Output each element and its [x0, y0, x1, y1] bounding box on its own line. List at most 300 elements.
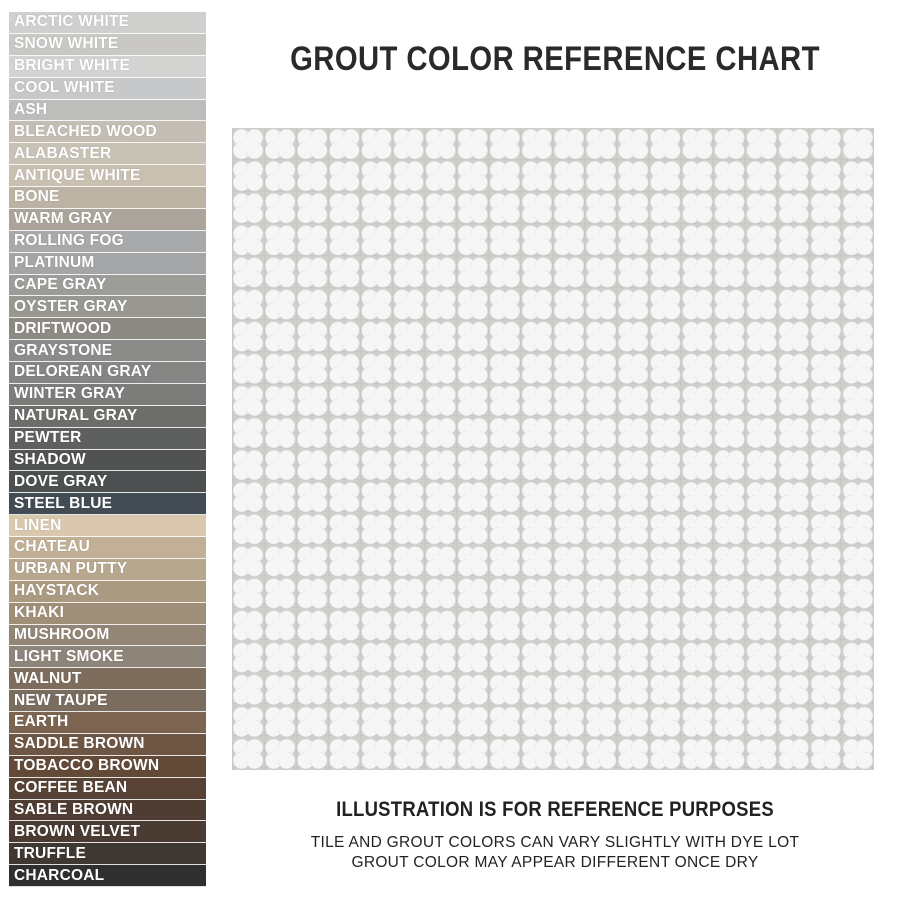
mosaic-tile — [394, 514, 424, 544]
mosaic-tile — [651, 258, 681, 288]
mosaic-tile — [618, 643, 648, 673]
mosaic-tile — [394, 290, 424, 320]
grout-swatch-shadow: SHADOW — [9, 450, 206, 472]
mosaic-tile — [683, 322, 713, 352]
mosaic-tile — [265, 354, 295, 384]
mosaic-tile — [586, 354, 616, 384]
mosaic-tile — [233, 322, 263, 352]
grout-swatch-khaki: KHAKI — [9, 603, 206, 625]
grout-swatch-urban-putty: URBAN PUTTY — [9, 559, 206, 581]
grout-swatch-cool-white: COOL WHITE — [9, 78, 206, 100]
mosaic-tile — [362, 322, 392, 352]
mosaic-tile — [683, 258, 713, 288]
mosaic-tile — [330, 354, 360, 384]
mosaic-tile — [297, 514, 327, 544]
mosaic-tile — [811, 482, 841, 512]
mosaic-tile — [683, 226, 713, 256]
mosaic-tile — [458, 514, 488, 544]
grout-swatch-light-smoke: LIGHT SMOKE — [9, 646, 206, 668]
mosaic-tile — [394, 675, 424, 705]
mosaic-tile — [715, 258, 745, 288]
mosaic-tile — [554, 675, 584, 705]
mosaic-tile — [233, 482, 263, 512]
mosaic-tile — [330, 450, 360, 480]
mosaic-tile — [362, 418, 392, 448]
grout-swatch-truffle: TRUFFLE — [9, 843, 206, 865]
mosaic-tile — [586, 322, 616, 352]
grout-swatch-arctic-white: ARCTIC WHITE — [9, 12, 206, 34]
mosaic-tile — [779, 707, 809, 737]
mosaic-tile — [554, 226, 584, 256]
mosaic-tile — [265, 226, 295, 256]
mosaic-tile — [651, 739, 681, 769]
mosaic-tile — [586, 450, 616, 480]
mosaic-tile — [362, 707, 392, 737]
mosaic-tile — [330, 514, 360, 544]
mosaic-tile — [843, 739, 873, 769]
page-title: GROUT COLOR REFERENCE CHART — [290, 40, 820, 78]
mosaic-tile — [779, 193, 809, 223]
mosaic-tile — [426, 193, 456, 223]
mosaic-tile — [490, 514, 520, 544]
mosaic-tile — [394, 450, 424, 480]
mosaic-tile — [490, 386, 520, 416]
mosaic-tile — [297, 579, 327, 609]
mosaic-tile — [522, 226, 552, 256]
grout-swatch-sable-brown: SABLE BROWN — [9, 800, 206, 822]
mosaic-tile — [843, 290, 873, 320]
mosaic-tile — [779, 675, 809, 705]
mosaic-tile — [330, 386, 360, 416]
mosaic-tile — [618, 129, 648, 159]
mosaic-tile — [458, 258, 488, 288]
mosaic-tile — [522, 643, 552, 673]
grout-swatch-ash: ASH — [9, 100, 206, 122]
mosaic-tile — [458, 322, 488, 352]
mosaic-tile — [426, 450, 456, 480]
mosaic-tile — [586, 514, 616, 544]
mosaic-tile — [811, 322, 841, 352]
mosaic-tile — [330, 707, 360, 737]
mosaic-tile — [522, 611, 552, 641]
mosaic-tile — [779, 386, 809, 416]
mosaic-tile — [522, 290, 552, 320]
mosaic-tile — [490, 450, 520, 480]
mosaic-tile — [330, 547, 360, 577]
mosaic-tile — [297, 707, 327, 737]
grout-swatch-walnut: WALNUT — [9, 668, 206, 690]
mosaic-tile — [811, 386, 841, 416]
mosaic-tile — [843, 386, 873, 416]
mosaic-tile — [747, 386, 777, 416]
mosaic-tile — [426, 739, 456, 769]
mosaic-tile — [554, 322, 584, 352]
mosaic-tile — [554, 579, 584, 609]
mosaic-tile — [651, 354, 681, 384]
mosaic-tile — [715, 386, 745, 416]
mosaic-tile — [233, 354, 263, 384]
mosaic-tile — [811, 161, 841, 191]
mosaic-tile — [779, 739, 809, 769]
mosaic-tile — [747, 354, 777, 384]
mosaic-tile — [522, 193, 552, 223]
mosaic-tile — [586, 129, 616, 159]
mosaic-tile — [811, 450, 841, 480]
mosaic-tile — [362, 514, 392, 544]
mosaic-tile — [330, 611, 360, 641]
mosaic-tile — [651, 707, 681, 737]
mosaic-tile — [265, 258, 295, 288]
mosaic-tile — [394, 707, 424, 737]
grout-swatch-bright-white: BRIGHT WHITE — [9, 56, 206, 78]
mosaic-tile — [554, 482, 584, 512]
grout-swatch-driftwood: DRIFTWOOD — [9, 318, 206, 340]
mosaic-tile — [651, 482, 681, 512]
mosaic-tile — [233, 547, 263, 577]
grout-swatch-warm-gray: WARM GRAY — [9, 209, 206, 231]
mosaic-tile — [297, 450, 327, 480]
mosaic-tile — [233, 418, 263, 448]
mosaic-tile — [715, 322, 745, 352]
reference-note-line-dry: GROUT COLOR MAY APPEAR DIFFERENT ONCE DRY — [351, 854, 759, 871]
mosaic-tile — [490, 482, 520, 512]
mosaic-tile — [651, 643, 681, 673]
mosaic-tile — [618, 258, 648, 288]
grout-swatch-coffee-bean: COFFEE BEAN — [9, 778, 206, 800]
mosaic-tile — [522, 482, 552, 512]
mosaic-tile — [522, 354, 552, 384]
mosaic-tile — [683, 482, 713, 512]
mosaic-tile — [715, 514, 745, 544]
mosaic-tile — [362, 482, 392, 512]
grout-swatch-antique-white: ANTIQUE WHITE — [9, 165, 206, 187]
mosaic-tile — [811, 418, 841, 448]
grout-swatch-saddle-brown: SADDLE BROWN — [9, 734, 206, 756]
mosaic-tile — [586, 418, 616, 448]
mosaic-tile — [683, 611, 713, 641]
mosaic-tile — [618, 386, 648, 416]
mosaic-tile — [522, 450, 552, 480]
mosaic-tile — [683, 547, 713, 577]
mosaic-tile — [362, 547, 392, 577]
mosaic-tile — [265, 322, 295, 352]
mosaic-tile — [618, 290, 648, 320]
mosaic-tile — [618, 354, 648, 384]
mosaic-tile — [779, 611, 809, 641]
mosaic-tile — [811, 707, 841, 737]
mosaic-tile — [779, 226, 809, 256]
mosaic-tile — [458, 129, 488, 159]
mosaic-tile — [811, 547, 841, 577]
mosaic-tile — [297, 193, 327, 223]
mosaic-tile — [426, 322, 456, 352]
mosaic-tile — [362, 354, 392, 384]
mosaic-tile — [618, 739, 648, 769]
mosaic-tile — [490, 290, 520, 320]
mosaic-tile — [362, 129, 392, 159]
mosaic-tile — [394, 611, 424, 641]
mosaic-tile — [233, 226, 263, 256]
mosaic-tile — [458, 611, 488, 641]
mosaic-tile — [554, 129, 584, 159]
mosaic-tile — [458, 675, 488, 705]
mosaic-tile — [458, 707, 488, 737]
mosaic-tile — [811, 226, 841, 256]
mosaic-tile — [747, 643, 777, 673]
mosaic-tile — [683, 354, 713, 384]
mosaic-tile — [715, 482, 745, 512]
mosaic-tile — [618, 322, 648, 352]
mosaic-tile — [747, 450, 777, 480]
grout-swatch-oyster-gray: OYSTER GRAY — [9, 296, 206, 318]
mosaic-tile — [297, 226, 327, 256]
mosaic-tile — [522, 739, 552, 769]
mosaic-tile — [426, 547, 456, 577]
mosaic-tile — [265, 611, 295, 641]
mosaic-tile — [426, 675, 456, 705]
mosaic-tile — [586, 643, 616, 673]
mosaic-tile — [586, 258, 616, 288]
mosaic-tile — [297, 322, 327, 352]
grout-swatch-alabaster: ALABASTER — [9, 143, 206, 165]
mosaic-tile — [747, 193, 777, 223]
mosaic-tile — [843, 707, 873, 737]
mosaic-tile — [233, 290, 263, 320]
mosaic-tile — [715, 418, 745, 448]
mosaic-tile — [618, 418, 648, 448]
mosaic-tile — [715, 579, 745, 609]
mosaic-tile — [458, 161, 488, 191]
grout-swatch-chateau: CHATEAU — [9, 537, 206, 559]
mosaic-tile — [843, 193, 873, 223]
mosaic-tile — [586, 611, 616, 641]
mosaic-tile — [265, 418, 295, 448]
mosaic-tile — [522, 129, 552, 159]
mosaic-tile — [683, 161, 713, 191]
mosaic-tile — [522, 418, 552, 448]
mosaic-tile — [426, 226, 456, 256]
mosaic-tile — [843, 482, 873, 512]
mosaic-tile — [233, 258, 263, 288]
grout-swatch-pewter: PEWTER — [9, 428, 206, 450]
mosaic-tile — [330, 226, 360, 256]
mosaic-tile — [490, 579, 520, 609]
mosaic-tile — [297, 611, 327, 641]
grout-swatch-snow-white: SNOW WHITE — [9, 34, 206, 56]
grout-swatch-bone: BONE — [9, 187, 206, 209]
mosaic-tile — [811, 739, 841, 769]
grout-swatch-rolling-fog: ROLLING FOG — [9, 231, 206, 253]
mosaic-tile — [554, 514, 584, 544]
mosaic-tile — [747, 482, 777, 512]
mosaic-tile — [618, 611, 648, 641]
mosaic-tile — [747, 129, 777, 159]
mosaic-tile — [297, 354, 327, 384]
mosaic-tile — [458, 354, 488, 384]
mosaic-tile — [265, 739, 295, 769]
mosaic-tile — [779, 322, 809, 352]
mosaic-tile — [426, 643, 456, 673]
mosaic-tile — [330, 739, 360, 769]
mosaic-tile — [683, 707, 713, 737]
mosaic-tile — [458, 739, 488, 769]
mosaic-tile — [522, 161, 552, 191]
mosaic-tile — [426, 129, 456, 159]
mosaic-tile — [458, 290, 488, 320]
mosaic-tile — [522, 579, 552, 609]
mosaic-tile — [233, 611, 263, 641]
mosaic-tile — [747, 707, 777, 737]
mosaic-tile — [586, 739, 616, 769]
grout-swatch-platinum: PLATINUM — [9, 253, 206, 275]
mosaic-tile — [586, 386, 616, 416]
mosaic-tile — [297, 547, 327, 577]
mosaic-tile — [554, 418, 584, 448]
mosaic-tile — [233, 450, 263, 480]
mosaic-tile — [715, 161, 745, 191]
mosaic-tile — [586, 193, 616, 223]
mosaic-tile — [362, 579, 392, 609]
mosaic-tile — [330, 290, 360, 320]
mosaic-tile — [779, 482, 809, 512]
mosaic-tile — [297, 129, 327, 159]
mosaic-tile — [651, 193, 681, 223]
mosaic-tile — [843, 514, 873, 544]
mosaic-tile — [394, 354, 424, 384]
mosaic-tile — [490, 129, 520, 159]
mosaic-tile — [554, 258, 584, 288]
mosaic-tile — [811, 675, 841, 705]
mosaic-tile — [265, 643, 295, 673]
mosaic-tile — [490, 675, 520, 705]
mosaic-tile — [362, 450, 392, 480]
mosaic-tile — [522, 514, 552, 544]
mosaic-tile — [747, 161, 777, 191]
mosaic-tile — [362, 161, 392, 191]
mosaic-tile — [426, 579, 456, 609]
mosaic-tile — [490, 354, 520, 384]
mosaic-tile — [586, 290, 616, 320]
mosaic-tile — [843, 258, 873, 288]
mosaic-tile — [458, 450, 488, 480]
mosaic-tile — [715, 129, 745, 159]
mosaic-tile — [843, 129, 873, 159]
mosaic-tile — [394, 418, 424, 448]
grout-swatch-brown-velvet: BROWN VELVET — [9, 821, 206, 843]
mosaic-tile — [747, 226, 777, 256]
mosaic-tile — [618, 675, 648, 705]
mosaic-tile — [426, 418, 456, 448]
grout-swatch-winter-gray: WINTER GRAY — [9, 384, 206, 406]
mosaic-tile — [586, 547, 616, 577]
mosaic-tile — [265, 482, 295, 512]
mosaic-tile — [618, 450, 648, 480]
mosaic-tile — [554, 643, 584, 673]
mosaic-tile — [490, 643, 520, 673]
mosaic-tile — [330, 418, 360, 448]
mosaic-tile — [747, 258, 777, 288]
mosaic-tile — [554, 739, 584, 769]
mosaic-tile — [233, 129, 263, 159]
mosaic-tile — [715, 739, 745, 769]
mosaic-tile — [426, 354, 456, 384]
mosaic-tile — [715, 675, 745, 705]
mosaic-tile — [426, 161, 456, 191]
mosaic-tile — [554, 450, 584, 480]
grout-swatch-haystack: HAYSTACK — [9, 581, 206, 603]
mosaic-tile — [233, 707, 263, 737]
mosaic-tile — [297, 675, 327, 705]
mosaic-tile — [426, 514, 456, 544]
mosaic-tile — [747, 547, 777, 577]
mosaic-tile — [362, 290, 392, 320]
mosaic-tile — [811, 611, 841, 641]
mosaic-tile — [779, 514, 809, 544]
mosaic-tile — [747, 675, 777, 705]
mosaic-tile — [458, 643, 488, 673]
mosaic-tile — [394, 482, 424, 512]
mosaic-tile — [490, 611, 520, 641]
mosaic-tile — [843, 450, 873, 480]
mosaic-tile — [747, 418, 777, 448]
mosaic-tile — [233, 739, 263, 769]
mosaic-tile — [811, 258, 841, 288]
mosaic-tile — [265, 386, 295, 416]
mosaic-tile — [779, 450, 809, 480]
mosaic-tile — [265, 707, 295, 737]
mosaic-tile — [394, 643, 424, 673]
mosaic-tile — [426, 386, 456, 416]
mosaic-tile — [811, 290, 841, 320]
mosaic-tile — [651, 514, 681, 544]
reference-note-heading: ILLUSTRATION IS FOR REFERENCE PURPOSES — [336, 798, 774, 821]
grout-swatch-bleached-wood: BLEACHED WOOD — [9, 121, 206, 143]
mosaic-tile — [618, 514, 648, 544]
mosaic-tile — [651, 386, 681, 416]
mosaic-tile — [522, 258, 552, 288]
mosaic-tile — [522, 547, 552, 577]
mosaic-tile — [554, 707, 584, 737]
grout-swatch-natural-gray: NATURAL GRAY — [9, 406, 206, 428]
mosaic-tile — [715, 290, 745, 320]
mosaic-tile — [233, 193, 263, 223]
mosaic-tile — [618, 226, 648, 256]
mosaic-tile — [715, 193, 745, 223]
mosaic-tile — [458, 482, 488, 512]
mosaic-tile — [651, 226, 681, 256]
mosaic-tile — [683, 450, 713, 480]
mosaic-tile — [747, 322, 777, 352]
mosaic-tile — [811, 193, 841, 223]
mosaic-tile — [747, 514, 777, 544]
mosaic-tile — [715, 547, 745, 577]
mosaic-tile — [265, 579, 295, 609]
mosaic-tile — [394, 129, 424, 159]
mosaic-tile — [683, 675, 713, 705]
mosaic-tiles — [232, 128, 874, 770]
mosaic-tile — [651, 418, 681, 448]
mosaic-tile — [394, 226, 424, 256]
mosaic-tile — [683, 418, 713, 448]
mosaic-tile — [618, 482, 648, 512]
mosaic-tile — [265, 450, 295, 480]
mosaic-tile — [426, 707, 456, 737]
mosaic-tile — [233, 514, 263, 544]
mosaic-tile — [394, 161, 424, 191]
mosaic-tile — [394, 193, 424, 223]
mosaic-tile — [618, 161, 648, 191]
mosaic-tile — [265, 675, 295, 705]
